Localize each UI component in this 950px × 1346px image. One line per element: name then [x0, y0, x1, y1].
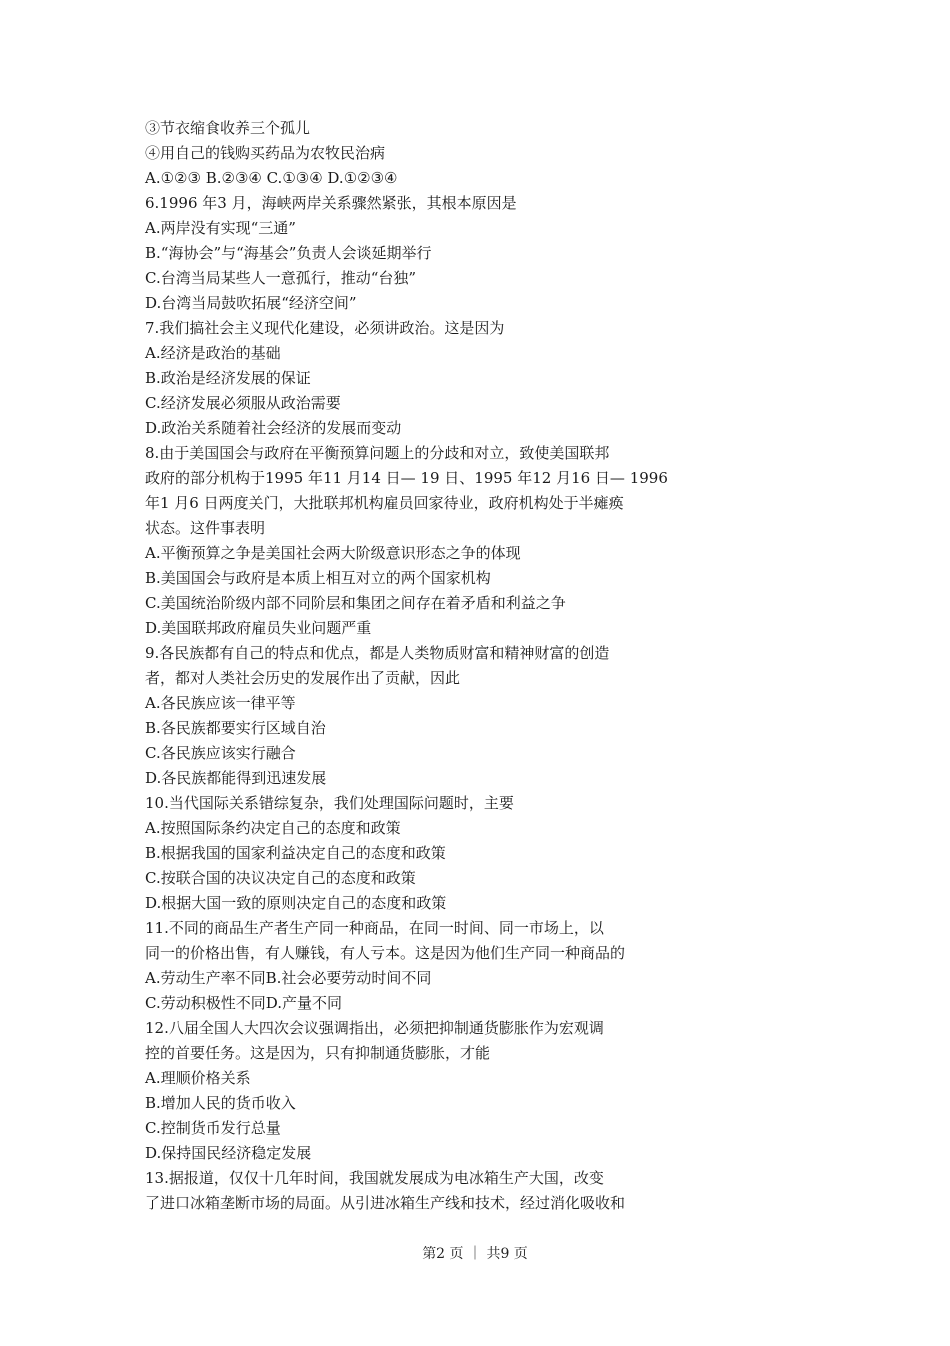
document-body: [145, 116, 785, 1216]
text-line: ③节衣缩食收养三个孤儿: [145, 119, 311, 137]
text-line: C.按联合国的决议决定自己的态度和政策: [145, 869, 416, 887]
text-line: D.政治关系随着社会经济的发展而变动: [145, 419, 402, 437]
text-line: B.增加人民的货币收入: [145, 1094, 296, 1112]
text-line: B.“海协会”与“海基会”负责人会谈延期举行: [145, 244, 432, 262]
text-line: 8.由于美国国会与政府在平衡预算问题上的分歧和对立，致使美国联邦: [145, 444, 610, 462]
text-line: 12.八届全国人大四次会议强调指出，必须把抑制通货膨胀作为宏观调: [145, 1019, 604, 1037]
text-line: B.美国国会与政府是本质上相互对立的两个国家机构: [145, 569, 491, 587]
page-footer: 第2 页 ｜ 共9 页: [422, 1246, 528, 1262]
text-line: B.各民族都要实行区域自治: [145, 719, 326, 737]
text-line: A.按照国际条约决定自己的态度和政策: [145, 819, 401, 837]
text-line: 政府的部分机构于1995 年11 月14 日— 19 日、1995 年12 月16 日— 1996: [145, 469, 668, 487]
text-line: C.各民族应该实行融合: [145, 744, 296, 762]
text-line: A.经济是政治的基础: [145, 344, 281, 362]
text-line: D.各民族都能得到迅速发展: [145, 769, 327, 787]
text-line: 控的首要任务。这是因为，只有抑制通货膨胀，才能: [145, 1044, 491, 1062]
text-line: C.台湾当局某些人一意孤行，推动“台独”: [145, 269, 417, 287]
text-line: D.美国联邦政府雇员失业问题严重: [145, 619, 372, 637]
text-line: A.两岸没有实现“三通”: [145, 219, 296, 237]
text-line: 同一的价格出售，有人赚钱，有人亏本。这是因为他们生产同一种商品的: [145, 944, 626, 962]
text-line: 10.当代国际关系错综复杂，我们处理国际问题时，主要: [145, 794, 514, 812]
text-line: 6.1996 年3 月，海峡两岸关系骤然紧张，其根本原因是: [145, 194, 517, 212]
text-line: C.控制货币发行总量: [145, 1119, 281, 1137]
text-line: A.①②③ B.②③④ C.①③④ D.①②③④: [145, 169, 398, 187]
text-line: 7.我们搞社会主义现代化建设，必须讲政治。这是因为: [145, 319, 505, 337]
text-line: 13.据报道，仅仅十几年时间，我国就发展成为电冰箱生产大国，改变: [145, 1169, 604, 1187]
text-line: A.理顺价格关系: [145, 1069, 251, 1087]
text-line: C.劳动积极性不同D.产量不同: [145, 994, 342, 1012]
text-line: A.平衡预算之争是美国社会两大阶级意识形态之争的体现: [145, 544, 521, 562]
text-line: 年1 月6 日两度关门，大批联邦机构雇员回家待业，政府机构处于半瘫痪: [145, 494, 624, 512]
text-line: 状态。这件事表明: [145, 519, 266, 537]
text-line: C.美国统治阶级内部不同阶层和集团之间存在着矛盾和利益之争: [145, 594, 566, 612]
text-line: A.劳动生产率不同B.社会必要劳动时间不同: [145, 969, 432, 987]
text-line: 11.不同的商品生产者生产同一种商品，在同一时间、同一市场上，以: [145, 919, 604, 937]
text-line: C.经济发展必须服从政治需要: [145, 394, 341, 412]
text-line: ④用自己的钱购买药品为农牧民治病: [145, 144, 386, 162]
text-line: D.保持国民经济稳定发展: [145, 1144, 312, 1162]
text-line: 9.各民族都有自己的特点和优点，都是人类物质财富和精神财富的创造: [145, 644, 610, 662]
text-line: A.各民族应该一律平等: [145, 694, 296, 712]
text-line: D.台湾当局鼓吹拓展“经济空间”: [145, 294, 357, 312]
text-line: B.根据我国的国家利益决定自己的态度和政策: [145, 844, 446, 862]
text-line: D.根据大国一致的原则决定自己的态度和政策: [145, 894, 447, 912]
text-line: B.政治是经济发展的保证: [145, 369, 311, 387]
text-line: 了进口冰箱垄断市场的局面。从引进冰箱生产线和技术，经过消化吸收和: [145, 1194, 626, 1212]
text-line: 者，都对人类社会历史的发展作出了贡献，因此: [145, 669, 461, 687]
